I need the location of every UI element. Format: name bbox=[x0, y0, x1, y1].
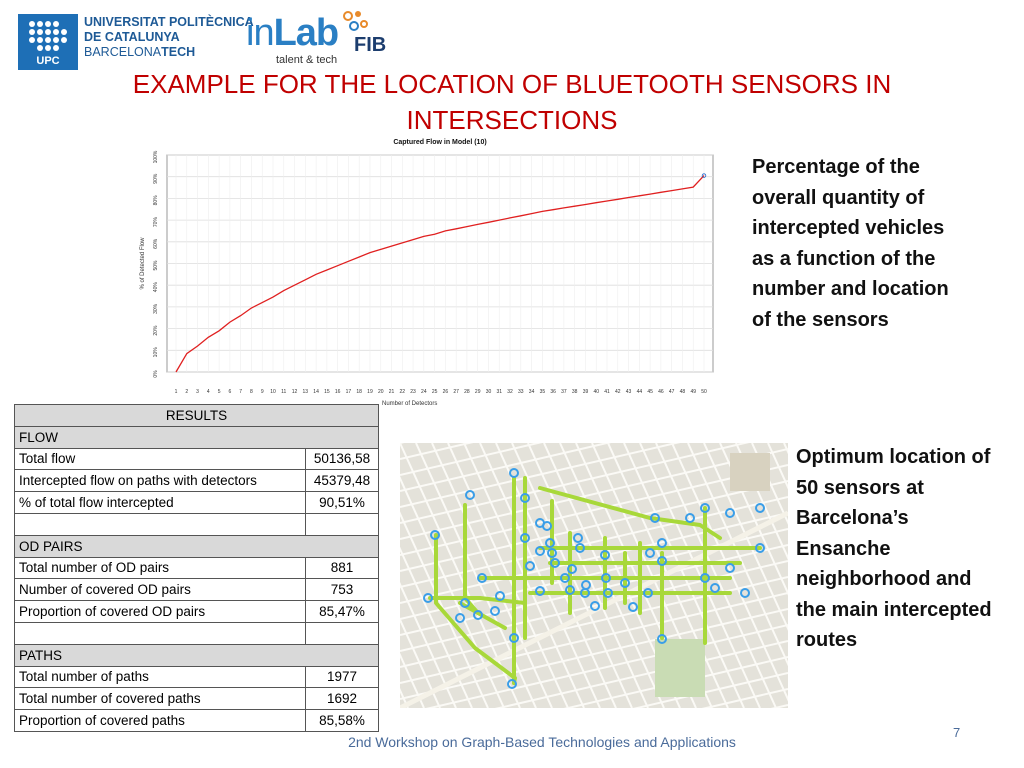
x-tick-label: 49 bbox=[690, 389, 697, 395]
row-value: 50136,58 bbox=[306, 448, 379, 470]
x-tick-label: 15 bbox=[324, 389, 330, 395]
inlab-dots-icon bbox=[342, 10, 372, 36]
x-tick-label: 44 bbox=[636, 389, 643, 395]
y-tick-label: 60% bbox=[153, 238, 159, 249]
results-table bbox=[14, 404, 379, 732]
slide-title-line1: EXAMPLE FOR THE LOCATION OF BLUETOOTH SENSORS IN bbox=[132, 69, 892, 99]
inlab-logo bbox=[246, 10, 396, 68]
x-tick-label: 38 bbox=[571, 389, 578, 395]
y-tick-label: 10% bbox=[153, 347, 159, 358]
x-tick-label: 28 bbox=[464, 389, 470, 395]
x-tick-label: 25 bbox=[431, 389, 438, 395]
row-value: 1977 bbox=[306, 666, 379, 688]
table-row bbox=[15, 601, 379, 623]
table-row bbox=[15, 710, 379, 732]
upc-dots-icon bbox=[24, 19, 72, 53]
barcelona-map bbox=[400, 443, 788, 708]
row-value: 85,58% bbox=[306, 710, 379, 732]
x-tick-label: 36 bbox=[550, 389, 556, 395]
x-tick-label: 30 bbox=[485, 389, 492, 395]
flow-chart-svg bbox=[135, 135, 720, 410]
results-header-row bbox=[15, 405, 379, 427]
y-tick-label: 70% bbox=[153, 217, 159, 228]
section-row bbox=[15, 426, 379, 448]
blank-cell bbox=[15, 513, 306, 535]
blank-cell bbox=[306, 513, 379, 535]
x-tick-label: 47 bbox=[668, 389, 675, 395]
x-tick-label: 6 bbox=[228, 389, 232, 395]
x-tick-label: 13 bbox=[302, 389, 309, 395]
x-tick-label: 12 bbox=[291, 389, 298, 395]
blank-row bbox=[15, 622, 379, 644]
page-number: 7 bbox=[953, 725, 961, 740]
section-title: FLOW bbox=[15, 426, 379, 448]
upc-logo bbox=[18, 14, 78, 70]
x-tick-label: 26 bbox=[442, 389, 449, 395]
x-tick-label: 5 bbox=[217, 389, 221, 395]
upc-logo-text: UPC bbox=[36, 55, 60, 67]
map-description: Optimum location of 50 sensors at Barcelona’s Ensanche neighborhood and the main intercepted routes bbox=[796, 446, 992, 651]
x-tick-label: 3 bbox=[196, 389, 199, 395]
section-row bbox=[15, 644, 379, 666]
x-tick-label: 19 bbox=[367, 389, 373, 395]
y-tick-label: 50% bbox=[153, 260, 159, 271]
block-area bbox=[730, 453, 770, 491]
x-tick-label: 17 bbox=[345, 389, 352, 395]
x-tick-label: 46 bbox=[658, 389, 664, 395]
inlab-fib: FIB bbox=[354, 34, 387, 56]
flow-chart bbox=[135, 135, 720, 410]
row-label: Total number of OD pairs bbox=[15, 557, 306, 579]
x-tick-label: 18 bbox=[356, 389, 362, 395]
x-tick-label: 2 bbox=[185, 389, 189, 395]
y-tick-label: 30% bbox=[153, 303, 159, 314]
x-tick-label: 11 bbox=[281, 389, 287, 395]
section-title: PATHS bbox=[15, 644, 379, 666]
x-tick-label: 1 bbox=[174, 389, 178, 395]
inlab-lab: Lab bbox=[273, 12, 339, 54]
x-tick-label: 39 bbox=[582, 389, 589, 395]
university-line2: DE CATALUNYA bbox=[84, 30, 180, 44]
x-tick-label: 34 bbox=[528, 389, 535, 395]
x-tick-label: 50 bbox=[701, 389, 707, 395]
sensor-map-svg bbox=[400, 443, 788, 708]
slide-title-line2: INTERSECTIONS bbox=[406, 105, 618, 135]
y-tick-label: 40% bbox=[153, 282, 159, 293]
table-row bbox=[15, 448, 379, 470]
blank-cell bbox=[306, 622, 379, 644]
row-value: 85,47% bbox=[306, 601, 379, 623]
x-tick-label: 16 bbox=[334, 389, 341, 395]
y-tick-label: 80% bbox=[153, 195, 159, 206]
x-tick-label: 24 bbox=[421, 389, 427, 395]
y-tick-label: 0% bbox=[153, 370, 159, 378]
x-tick-label: 45 bbox=[647, 389, 653, 395]
x-tick-label: 9 bbox=[260, 389, 264, 395]
y-tick-label: 100% bbox=[153, 150, 159, 164]
results-header: RESULTS bbox=[15, 405, 379, 427]
table-row bbox=[15, 470, 379, 492]
x-tick-label: 29 bbox=[474, 389, 481, 395]
row-value: 45379,48 bbox=[306, 470, 379, 492]
table-row bbox=[15, 492, 379, 514]
blank-cell bbox=[15, 622, 306, 644]
row-value: 753 bbox=[306, 579, 379, 601]
x-tick-label: 21 bbox=[388, 389, 395, 395]
chart-xlabel: Number of Detectors bbox=[382, 401, 438, 407]
x-tick-label: 41 bbox=[604, 389, 610, 395]
inlab-in: in bbox=[246, 12, 274, 54]
x-tick-label: 31 bbox=[496, 389, 503, 395]
university-name bbox=[84, 15, 254, 60]
row-label: Number of covered OD pairs bbox=[15, 579, 306, 601]
section-title: OD PAIRS bbox=[15, 535, 379, 557]
table-row bbox=[15, 579, 379, 601]
x-tick-label: 8 bbox=[250, 389, 253, 395]
x-tick-label: 10 bbox=[270, 389, 276, 395]
row-label: Proportion of covered OD pairs bbox=[15, 601, 306, 623]
x-tick-label: 27 bbox=[453, 389, 459, 395]
chart-description: Percentage of the overall quantity of intercepted vehicles as a function of the number and location of the sensors bbox=[752, 156, 949, 331]
x-tick-label: 32 bbox=[507, 389, 513, 395]
row-label: Intercepted flow on paths with detectors bbox=[15, 470, 306, 492]
table-row bbox=[15, 666, 379, 688]
footer-text: 2nd Workshop on Graph-Based Technologies and Applications bbox=[348, 734, 736, 750]
row-label: Proportion of covered paths bbox=[15, 710, 306, 732]
x-tick-label: 22 bbox=[399, 389, 406, 395]
chart-title: Captured Flow in Model (10) bbox=[393, 139, 487, 146]
row-value: 881 bbox=[306, 557, 379, 579]
blank-row bbox=[15, 513, 379, 535]
x-tick-label: 20 bbox=[377, 389, 384, 395]
inlab-tagline: talent & tech bbox=[276, 54, 338, 66]
section-row bbox=[15, 535, 379, 557]
row-value: 90,51% bbox=[306, 492, 379, 514]
y-axis-label: % of Detected Flow bbox=[140, 237, 146, 290]
park-area bbox=[655, 639, 705, 697]
x-tick-label: 23 bbox=[410, 389, 416, 395]
x-tick-label: 7 bbox=[239, 389, 243, 395]
y-tick-label: 20% bbox=[153, 325, 159, 336]
results-table-body bbox=[15, 405, 379, 732]
slide-title bbox=[110, 66, 914, 138]
row-value: 1692 bbox=[306, 688, 379, 710]
row-label: Total number of covered paths bbox=[15, 688, 306, 710]
y-tick-label: 90% bbox=[153, 173, 159, 184]
x-tick-label: 33 bbox=[518, 389, 524, 395]
inlab-brand bbox=[246, 12, 338, 55]
table-row bbox=[15, 688, 379, 710]
x-tick-label: 37 bbox=[561, 389, 567, 395]
x-tick-label: 4 bbox=[206, 389, 210, 395]
row-label: % of total flow intercepted bbox=[15, 492, 306, 514]
x-tick-label: 43 bbox=[625, 389, 632, 395]
x-tick-label: 14 bbox=[313, 389, 319, 395]
tech-text: TECH bbox=[161, 45, 196, 59]
university-line3 bbox=[84, 45, 254, 60]
barcelona-text: BARCELONA bbox=[84, 45, 162, 59]
row-label: Total number of paths bbox=[15, 666, 306, 688]
university-line1: UNIVERSITAT POLITÈCNICA bbox=[84, 15, 254, 29]
x-tick-label: 42 bbox=[615, 389, 621, 395]
x-tick-label: 48 bbox=[679, 389, 686, 395]
table-row bbox=[15, 557, 379, 579]
x-tick-label: 35 bbox=[539, 389, 546, 395]
x-tick-label: 40 bbox=[593, 389, 600, 395]
row-label: Total flow bbox=[15, 448, 306, 470]
